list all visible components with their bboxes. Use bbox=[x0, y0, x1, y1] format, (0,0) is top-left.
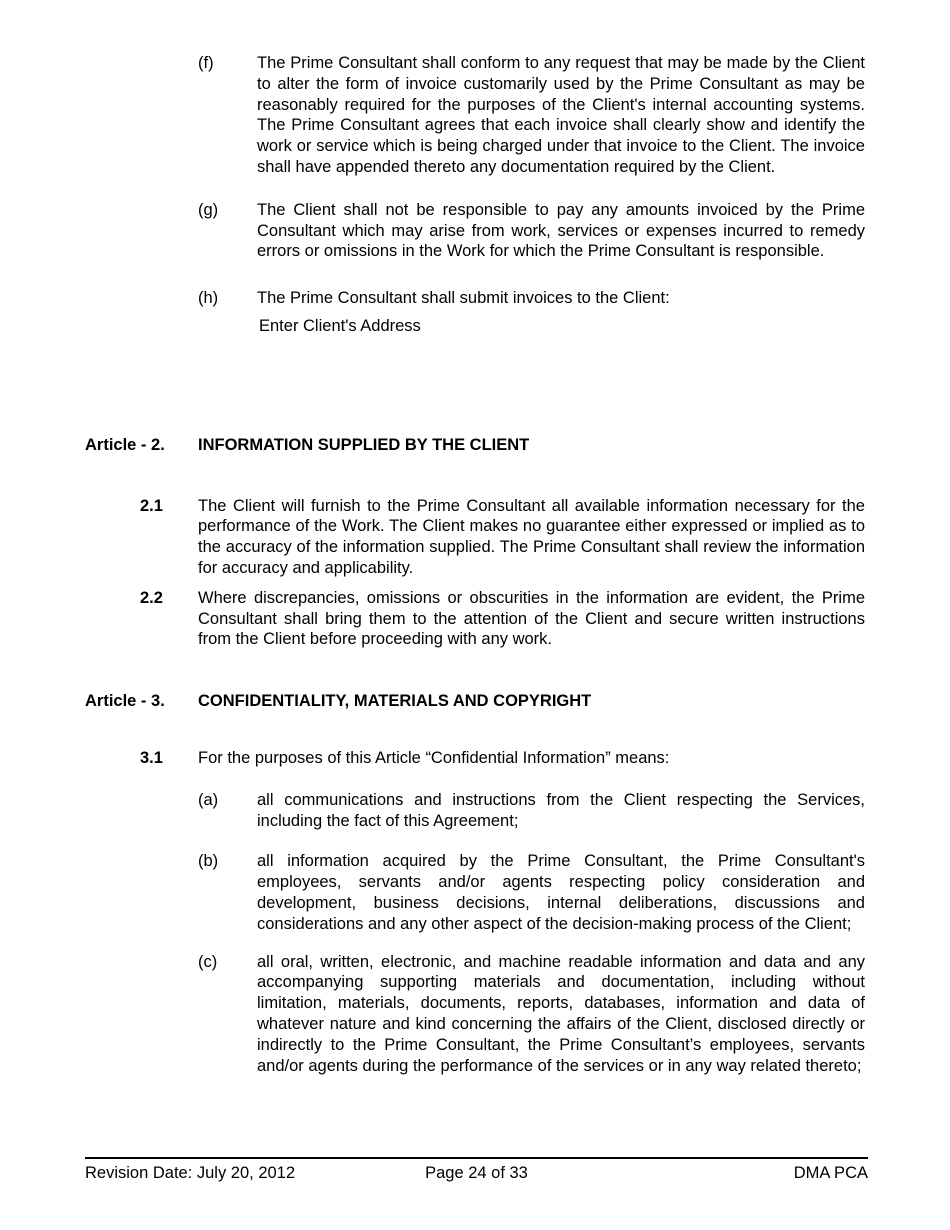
article-3-label: Article - 3. bbox=[85, 692, 165, 711]
footer-page-number: Page 24 of 33 bbox=[425, 1164, 528, 1182]
clause-f-text: The Prime Consultant shall conform to any request that may be made by the Client to alter the form of invoice customarily used by the Prime Consultant as may be reasonably required for the purposes of the Client's internal accounting systems. The Prime Consultant agrees that each invoice shall clearly show and identify the work or service which is being charged under that invoice to the Client. The invoice shall have appended thereto any documentation required by the Client. bbox=[257, 54, 865, 176]
article-3-title: CONFIDENTIALITY, MATERIALS AND COPYRIGHT bbox=[198, 692, 592, 711]
article-2-label: Article - 2. bbox=[85, 435, 165, 454]
section-3-1-text: For the purposes of this Article “Confidential Information” means: bbox=[198, 748, 670, 767]
section-3-1 bbox=[140, 748, 865, 769]
client-address-placeholder: Enter Client's Address bbox=[259, 316, 421, 335]
footer-revision-date: Revision Date: July 20, 2012 bbox=[85, 1164, 296, 1182]
section-2-1 bbox=[140, 496, 865, 579]
clause-g-text: The Client shall not be responsible to pay any amounts invoiced by the Prime Consultant which may arise from work, services or expenses incurred to remedy errors or omissions in the Work for which the Prime Consultant is responsible. bbox=[257, 200, 865, 261]
clause-f bbox=[198, 53, 865, 178]
section-2-2 bbox=[140, 588, 865, 650]
clause-h-sentence: The Prime Consultant shall submit invoices to the Client: bbox=[257, 289, 670, 308]
subclause-b-marker: (b) bbox=[198, 852, 219, 871]
section-3-1-number: 3.1 bbox=[140, 748, 163, 767]
subclause-a-marker: (a) bbox=[198, 790, 219, 809]
section-2-1-number: 2.1 bbox=[140, 496, 163, 515]
page-footer bbox=[85, 1157, 868, 1184]
section-2-1-text: The Client will furnish to the Prime Consultant all available information necessary for the performance of the Work. The Client makes no guarantee either expressed or implied as to the accuracy of the information supplied. The Prime Consultant shall review the information for accuracy and applicability. bbox=[198, 496, 865, 577]
subclause-a-text: all communications and instructions from the Client respecting the Services, including the fact of this Agreement; bbox=[257, 790, 865, 830]
article-2-heading bbox=[85, 435, 865, 456]
section-2-2-number: 2.2 bbox=[140, 588, 163, 607]
subclause-b bbox=[198, 851, 865, 934]
footer-document-code: DMA PCA bbox=[793, 1164, 868, 1182]
article-3-heading bbox=[85, 691, 865, 712]
subclause-c-text: all oral, written, electronic, and machine readable information and data and any accompanying supporting materials and documentation, including without limitation, materials, documents, reports, databases, information and data of whatever nature and kind concerning the affairs of the Client, disclosed directly or indirectly to the Prime Consultant, the Prime Consultant’s employees, servants and/or agents during the performance of the services or in any way related thereto; bbox=[257, 952, 865, 1075]
clause-g bbox=[198, 200, 865, 262]
subclause-a bbox=[198, 790, 865, 832]
subclause-c-marker: (c) bbox=[198, 952, 218, 971]
clause-f-marker: (f) bbox=[198, 54, 214, 72]
subclause-b-text: all information acquired by the Prime Consultant, the Prime Consultant's employees, servants and/or agents respecting policy consideration and development, business decisions, internal deliberations, discussions and considerations and any other aspect of the decision-making process of the Client; bbox=[257, 852, 865, 933]
clause-h bbox=[198, 288, 865, 337]
document-body bbox=[85, 53, 865, 1076]
clause-h-marker: (h) bbox=[198, 289, 219, 308]
article-2-title: INFORMATION SUPPLIED BY THE CLIENT bbox=[198, 435, 530, 454]
clause-g-marker: (g) bbox=[198, 200, 219, 219]
section-2-2-text: Where discrepancies, omissions or obscurities in the information are evident, the Prime Consultant shall bring them to the attention of the Client and secure written instructions from the Client before proceeding with any work. bbox=[198, 588, 865, 649]
clause-h-text bbox=[257, 288, 865, 337]
subclause-c bbox=[198, 952, 865, 1077]
